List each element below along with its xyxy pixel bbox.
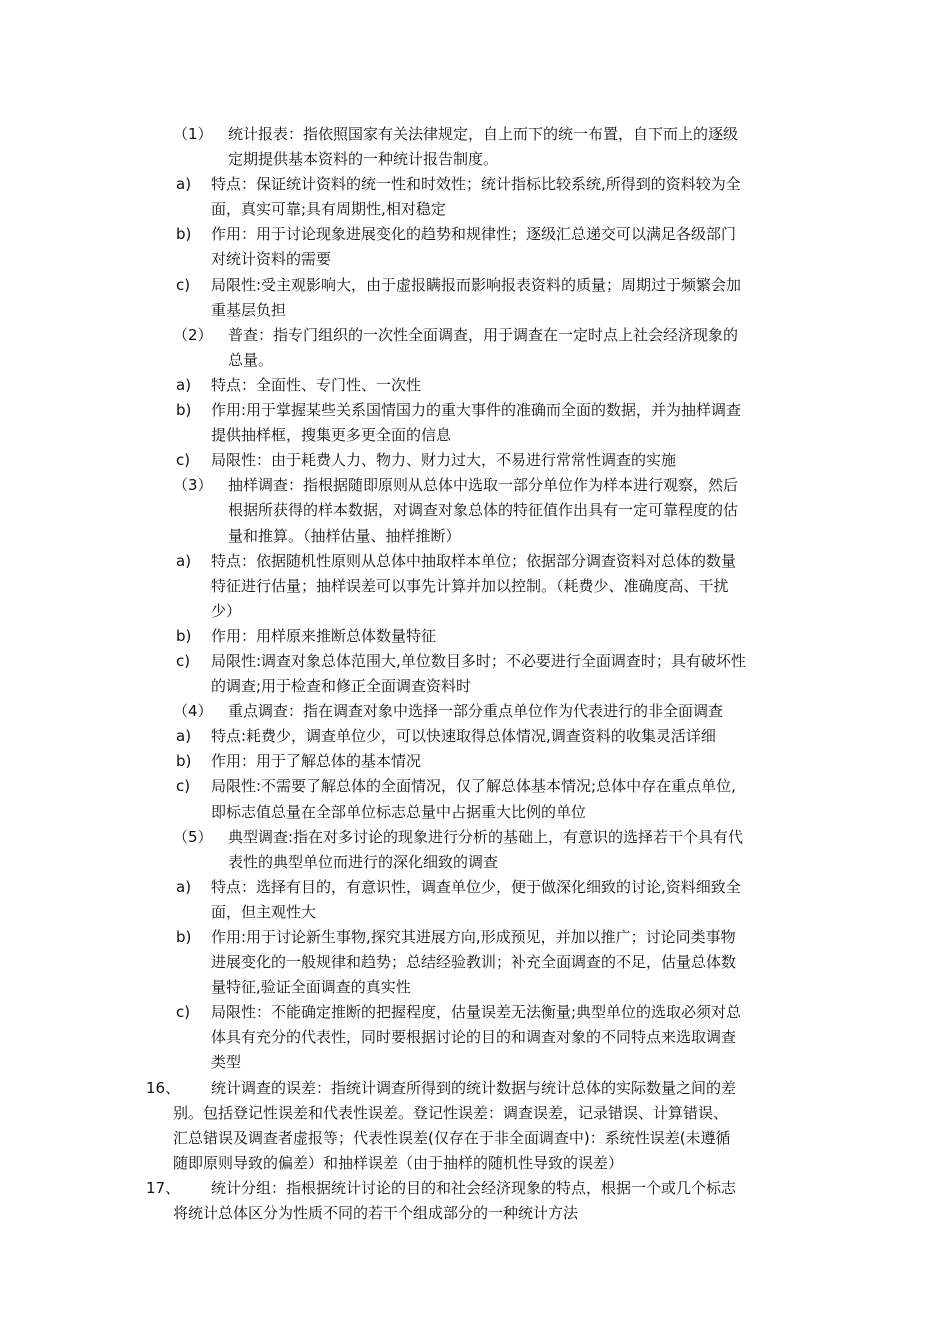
- text-line: 特点:耗费少，调查单位少，可以快速取得总体情况,调查资料的收集灵活详细: [211, 727, 716, 746]
- text-line: 量和推算。（抽样估量、抽样推断）: [228, 526, 461, 545]
- text-line: 普查：指专门组织的一次性全面调查，用于调查在一定时点上社会经济现象的: [228, 325, 739, 344]
- text-line: 量特征,验证全面调查的真实性: [211, 978, 411, 997]
- sub-item: [0, 222, 950, 272]
- text-line: 少）: [211, 601, 242, 620]
- item-marker: （5）: [173, 827, 213, 846]
- text-line: 作用：用于讨论现象进展变化的趋势和规律性；逐级汇总递交可以满足各级部门: [211, 225, 737, 244]
- section-item: [0, 323, 950, 373]
- text-line: 别。包括登记性误差和代表性误差。登记性误差：调查误差，记录错误、计算错误、: [173, 1103, 729, 1122]
- item-marker: a): [176, 175, 192, 194]
- section-item: [0, 122, 950, 172]
- sub-item: [0, 875, 950, 925]
- text-line: 对统计资料的需要: [211, 250, 332, 269]
- sub-item: [0, 1000, 950, 1075]
- item-marker: b): [176, 752, 192, 771]
- item-marker: 16、: [146, 1078, 181, 1097]
- text-line: 局限性:受主观影响大，由于虚报瞒报而影响报表资料的质量；周期过于频繁会加: [211, 275, 742, 294]
- text-line: 类型: [211, 1053, 242, 1072]
- section-item: [0, 473, 950, 548]
- document-body: [0, 122, 950, 1226]
- sub-item: [0, 273, 950, 323]
- sub-item: [0, 398, 950, 448]
- sub-item: [0, 649, 950, 699]
- sub-item: [0, 749, 950, 774]
- text-line: 总量。: [228, 350, 274, 369]
- item-marker: （4）: [173, 702, 213, 721]
- text-line: 重点调查：指在调查对象中选择一部分重点单位作为代表进行的非全面调查: [228, 702, 724, 721]
- section-item: [0, 699, 950, 724]
- text-line: 随即原则导致的偏差）和抽样误差（由于抽样的随机性导致的误差）: [173, 1153, 624, 1172]
- text-line: 作用:用于讨论新生事物,探究其进展方向,形成预见，并加以推广；讨论同类事物: [211, 928, 736, 946]
- item-marker: b): [176, 928, 192, 946]
- item-marker: c): [176, 451, 191, 470]
- sub-item: [0, 448, 950, 473]
- text-line: 局限性：不能确定推断的把握程度，估量误差无法衡量;典型单位的选取必须对总: [211, 1003, 742, 1022]
- sub-item: [0, 373, 950, 398]
- item-marker: c): [176, 1003, 191, 1022]
- item-marker: c): [176, 651, 191, 670]
- text-line: 典型调查:指在对多讨论的现象进行分析的基础上，有意识的选择若干个具有代: [228, 827, 744, 846]
- text-line: 定期提供基本资料的一种统计报告制度。: [228, 150, 499, 169]
- item-marker: b): [176, 626, 192, 645]
- text-line: 体具有充分的代表性，同时要根据讨论的目的和调查对象的不同特点来选取调查: [211, 1028, 737, 1047]
- text-line: 特征进行估量；抽样误差可以事先计算并加以控制。（耗费少、准确度高、干扰: [211, 576, 729, 595]
- text-line: 特点：保证统计资料的统一性和时效性；统计指标比较系统,所得到的资料较为全: [211, 175, 741, 194]
- section-item: [0, 825, 950, 875]
- text-line: 重基层负担: [211, 300, 287, 319]
- item-marker: a): [176, 727, 192, 746]
- text-line: 的调查;用于检查和修正全面调查资料时: [211, 677, 472, 696]
- item-marker: b): [176, 401, 192, 420]
- item-marker: c): [176, 777, 191, 796]
- item-marker: 17、: [146, 1178, 181, 1197]
- text-line: 提供抽样框，搜集更多更全面的信息: [211, 426, 452, 445]
- text-line: 特点：依据随机性原则从总体中抽取样本单位；依据部分调查资料对总体的数量: [211, 551, 737, 570]
- text-line: 局限性:不需要了解总体的全面情况，仅了解总体基本情况;总体中存在重点单位,: [211, 777, 736, 796]
- item-marker: （2）: [173, 325, 213, 344]
- text-line: 统计调查的误差：指统计调查所得到的统计数据与统计总体的实际数量之间的差: [211, 1078, 737, 1097]
- text-line: 面，真实可靠;具有周期性,相对稳定: [211, 200, 446, 219]
- text-line: 面，但主观性大: [211, 902, 317, 921]
- item-marker: a): [176, 375, 192, 394]
- item-marker: （1）: [173, 125, 213, 143]
- item-marker: a): [176, 877, 192, 896]
- text-line: 局限性:调查对象总体范围大,单位数目多时；不必要进行全面调查时；具有破坏性: [211, 651, 746, 670]
- text-line: 即标志值总量在全部单位标志总量中占据重大比例的单位: [211, 802, 587, 821]
- item-marker: （3）: [173, 476, 213, 495]
- text-line: 根据所获得的样本数据，对调查对象总体的特征值作出具有一定可靠程度的估: [228, 501, 739, 520]
- text-line: 特点：全面性、专门性、一次性: [211, 375, 422, 394]
- text-line: 作用:用于掌握某些关系国情国力的重大事件的准确而全面的数据，并为抽样调查: [211, 401, 742, 420]
- text-line: 抽样调查：指根据随即原则从总体中选取一部分单位作为样本进行观察，然后: [228, 476, 739, 495]
- sub-item: [0, 724, 950, 749]
- sub-item: [0, 624, 950, 649]
- sub-item: [0, 925, 950, 1000]
- text-line: 作用：用于了解总体的基本情况: [211, 752, 422, 771]
- text-line: 统计报表：指依照国家有关法律规定，自上而下的统一布置，自下而上的逐级: [228, 125, 739, 143]
- text-line: 局限性：由于耗费人力、物力、财力过大，不易进行常常性调查的实施: [211, 451, 677, 470]
- text-line: 作用：用样原来推断总体数量特征: [211, 626, 437, 645]
- numbered-item: [0, 1176, 950, 1226]
- item-marker: b): [176, 225, 192, 244]
- sub-item: [0, 172, 950, 222]
- item-marker: c): [176, 275, 191, 294]
- text-line: 将统计总体区分为性质不同的若干个组成部分的一种统计方法: [173, 1204, 579, 1223]
- sub-item: [0, 549, 950, 624]
- numbered-item: [0, 1076, 950, 1176]
- sub-item: [0, 774, 950, 824]
- text-line: 进展变化的一般规律和趋势；总结经验教训；补充全面调查的不足，估量总体数: [211, 953, 737, 972]
- text-line: 特点：选择有目的，有意识性，调查单位少，便于做深化细致的讨论,资料细致全: [211, 877, 741, 896]
- text-line: 统计分组：指根据统计讨论的目的和社会经济现象的特点，根据一个或几个标志: [211, 1178, 737, 1197]
- text-line: 汇总错误及调查者虚报等；代表性误差(仅存在于非全面调查中)：系统性误差(未遵循: [173, 1128, 731, 1147]
- item-marker: a): [176, 551, 192, 570]
- text-line: 表性的典型单位而进行的深化细致的调查: [228, 852, 499, 871]
